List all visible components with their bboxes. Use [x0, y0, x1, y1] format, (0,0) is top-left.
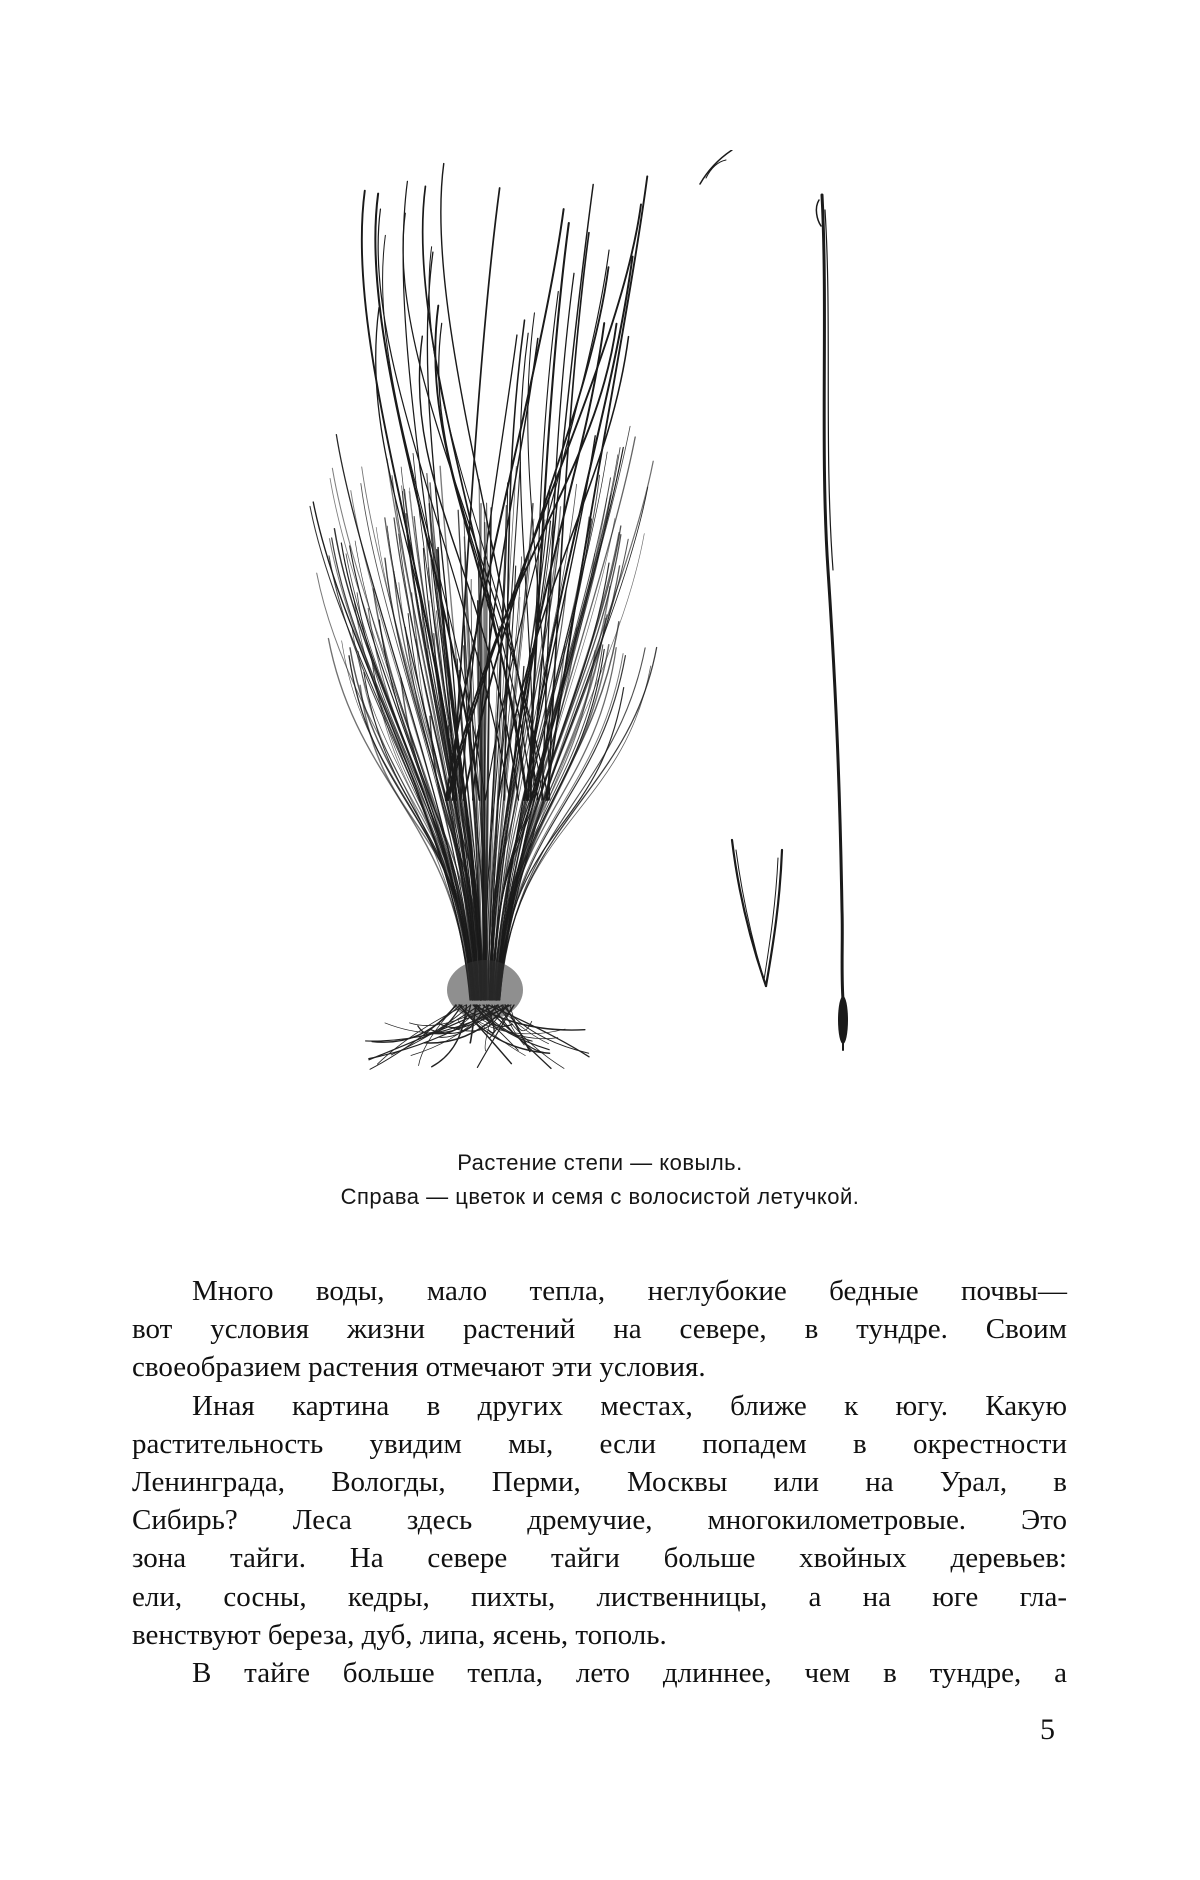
text-line: Иная картина в других местах, ближе к югу. Какую — [192, 1389, 1067, 1422]
text-line: В тайге больше тепла, лето длиннее, чем в тундре, а — [192, 1657, 1067, 1690]
plant-roots — [366, 1005, 589, 1069]
figure-caption-title: Растение степи — ковыль. — [457, 1150, 743, 1175]
flower-spikelet-drawing — [732, 840, 782, 986]
text-line: Ленинграда, Вологды, Перми, Москвы или на Урал, в — [132, 1466, 1067, 1499]
page-number: 5 — [1040, 1713, 1055, 1746]
flower-seed-drawing — [700, 150, 848, 1050]
text-line: зона тайги. На севере тайги больше хвойных деревьев: — [132, 1542, 1067, 1575]
feather-grass-plant — [310, 164, 657, 1020]
body-text — [132, 1272, 1067, 1692]
text-line: Сибирь? Леса здесь дремучие, многокилометровые. Это — [132, 1504, 1067, 1537]
text-line: растительность увидим мы, если попадем в окрестности — [132, 1427, 1067, 1460]
text-line: венствуют береза, дуб, липа, ясень, тополь. — [132, 1618, 667, 1651]
text-line: ели, сосны, кедры, пихты, лиственницы, а на юге гла- — [132, 1580, 1067, 1613]
text-line: Много воды, мало тепла, неглубокие бедные почвы— — [192, 1275, 1067, 1307]
grass-blade — [499, 447, 623, 1000]
feather-grass-illustration — [280, 150, 940, 1090]
text-line: вот условия жизни растений на севере, в тундре. Своим — [132, 1313, 1067, 1346]
figure-caption-description: Справа — цветок и семя с волосистой летучкой. — [340, 1184, 860, 1209]
text-line: своеобразием растения отмечают эти условия. — [132, 1351, 706, 1384]
